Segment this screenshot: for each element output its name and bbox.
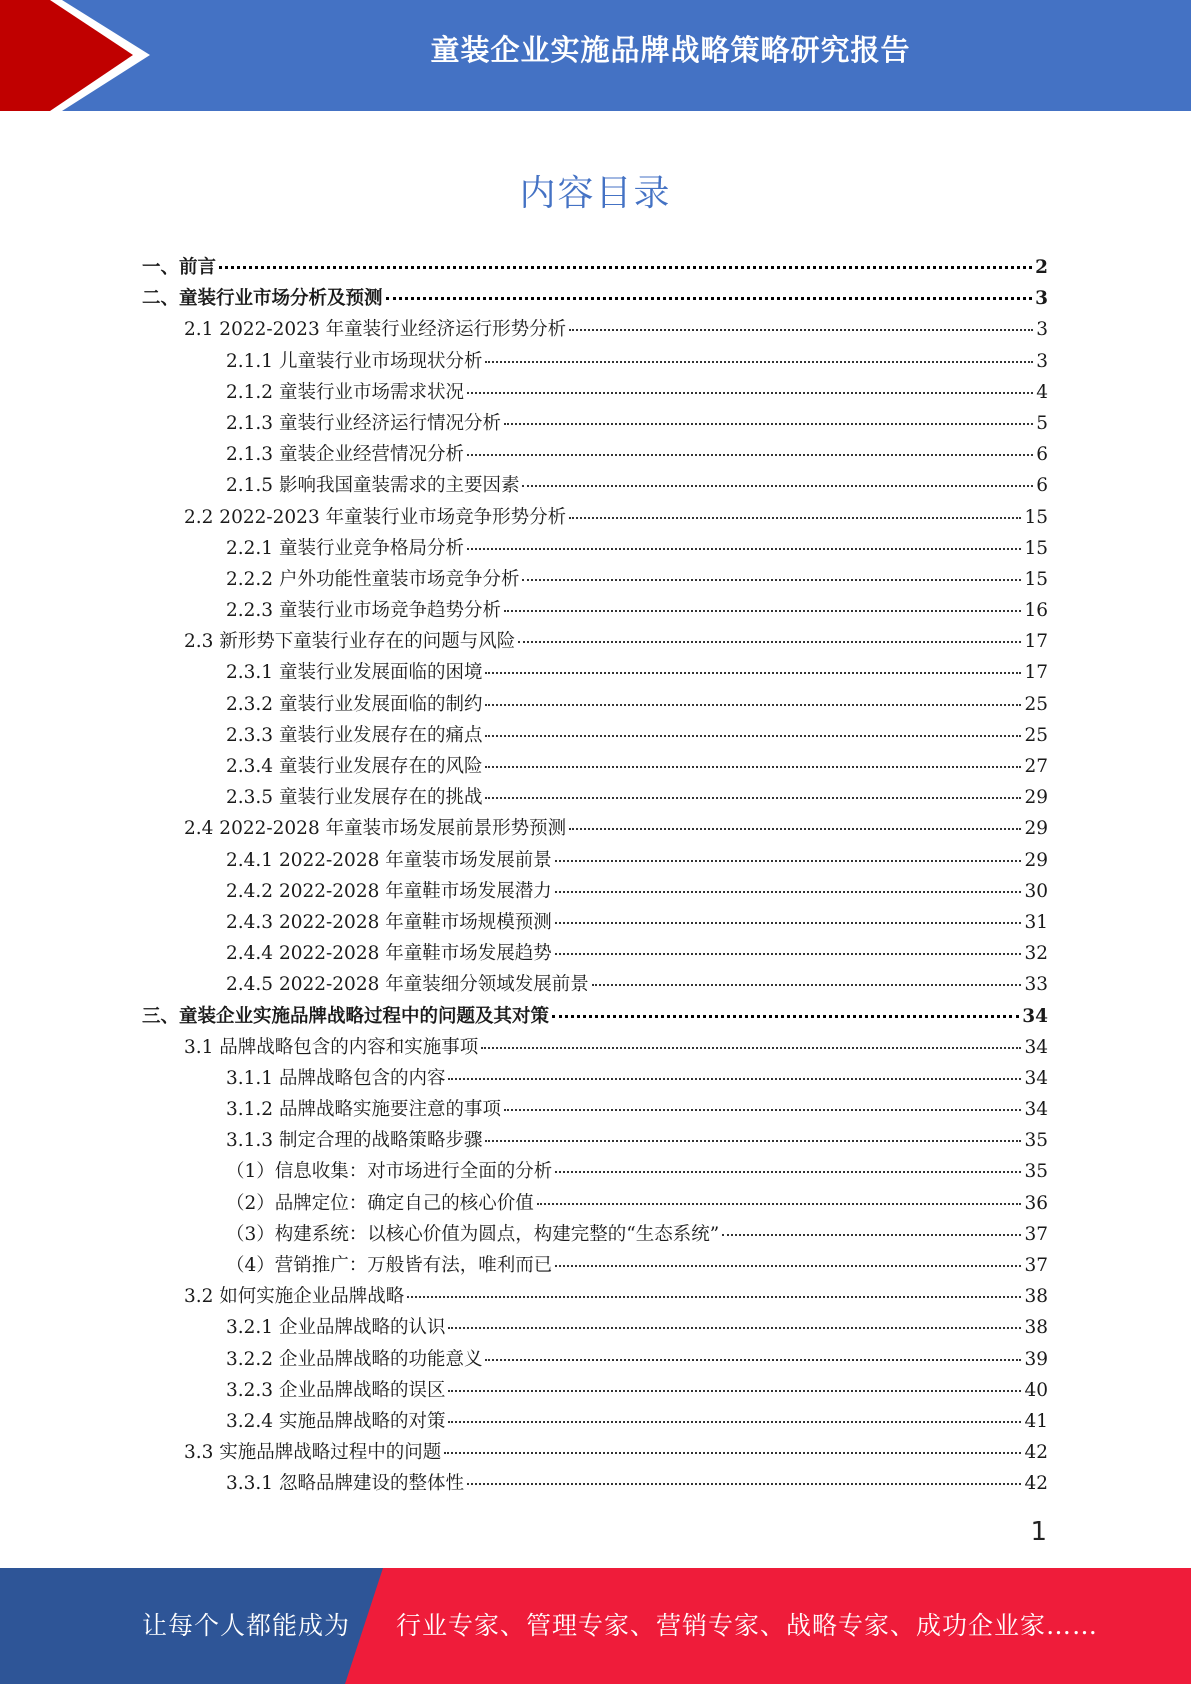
toc-entry-page: 3 [1036,350,1048,372]
toc-entry[interactable] [142,1438,1048,1469]
toc-dot-leader [569,329,1033,331]
toc-list [142,253,1048,1501]
toc-entry[interactable] [142,565,1048,596]
toc-entry-title: 一、前言 [142,257,217,278]
toc-dot-leader [481,1047,1021,1049]
toc-entry-title: 3.1.3 制定合理的战略策略步骤 [226,1130,483,1152]
toc-dot-leader [518,641,1021,643]
toc-entry-title: 2.4.4 2022-2028 年童鞋市场发展趋势 [226,943,552,965]
toc-dot-leader [386,297,1033,300]
toc-dot-leader [444,1452,1021,1454]
toc-entry-title: 3.3 实施品牌战略过程中的问题 [184,1442,442,1464]
toc-entry[interactable] [142,315,1048,346]
toc-entry-page: 15 [1024,568,1048,590]
toc-entry[interactable] [142,1345,1048,1376]
toc-entry[interactable] [142,1469,1048,1500]
toc-entry-page: 34 [1024,1067,1048,1089]
toc-entry-title: 3.1.2 品牌战略实施要注意的事项 [226,1099,501,1121]
toc-dot-leader [592,984,1022,986]
toc-entry-page: 32 [1024,943,1048,965]
toc-entry[interactable] [142,1064,1048,1095]
toc-entry-title: 3.1.1 品牌战略包含的内容 [226,1067,446,1089]
toc-entry[interactable] [142,690,1048,721]
toc-entry[interactable] [142,1282,1048,1313]
toc-entry-page: 6 [1036,444,1048,466]
toc-entry[interactable] [142,596,1048,627]
toc-entry-title: 3.1 品牌战略包含的内容和实施事项 [184,1036,479,1058]
toc-entry[interactable] [142,1002,1048,1033]
toc-entry-page: 4 [1036,381,1048,403]
toc-entry-title: （3）构建系统：以核心价值为圆点，构建完整的“生态系统” [226,1223,720,1245]
toc-entry[interactable] [142,783,1048,814]
toc-entry[interactable] [142,1407,1048,1438]
toc-entry-page: 41 [1024,1410,1048,1432]
toc-dot-leader [504,423,1033,425]
toc-entry[interactable] [142,1220,1048,1251]
toc-entry-page: 17 [1024,631,1048,653]
toc-entry-page: 15 [1024,506,1048,528]
toc-dot-leader [504,1109,1021,1111]
toc-entry[interactable] [142,627,1048,658]
toc-entry-title: 2.2 2022-2023 年童装行业市场竞争形势分析 [184,506,567,528]
toc-dot-leader [485,797,1021,799]
toc-entry[interactable] [142,253,1048,284]
toc-entry[interactable] [142,1313,1048,1344]
toc-dot-leader [504,610,1021,612]
toc-entry-page: 27 [1024,756,1048,777]
toc-dot-leader [448,1390,1021,1392]
toc-dot-leader [522,579,1021,581]
toc-entry-page: 3 [1035,288,1048,310]
toc-entry-page: 15 [1024,537,1048,559]
toc-dot-leader [467,392,1033,394]
toc-dot-leader [569,517,1021,519]
toc-entry[interactable] [142,440,1048,471]
toc-entry-title: 3.2.4 实施品牌战略的对策 [226,1410,446,1432]
toc-entry-page: 16 [1024,600,1048,622]
toc-entry-title: 3.3.1 忽略品牌建设的整体性 [226,1473,464,1495]
toc-dot-leader [485,672,1021,674]
toc-entry-page: 25 [1024,693,1048,715]
toc-dot-leader [467,548,1021,550]
toc-entry-title: 2.3.1 童装行业发展面临的困境 [226,662,483,684]
toc-entry[interactable] [142,1376,1048,1407]
toc-entry-title: 二、童装行业市场分析及预测 [142,288,383,310]
toc-entry-title: （1）信息收集：对市场进行全面的分析 [226,1161,553,1183]
toc-entry-title: 2.4.1 2022-2028 年童装市场发展前景 [226,849,552,871]
toc-dot-leader [555,1265,1021,1267]
toc-dot-leader [485,1140,1021,1142]
toc-dot-leader [485,361,1033,363]
toc-entry[interactable] [142,939,1048,970]
toc-entry-title: 2.3.4 童装行业发展存在的风险 [226,756,483,777]
toc-dot-leader [555,860,1022,862]
footer-banner [0,1568,1191,1684]
toc-entry-page: 5 [1036,412,1048,434]
toc-entry-page: 37 [1024,1255,1048,1276]
toc-entry-title: 2.4 2022-2028 年童装市场发展前景形势预测 [184,818,567,840]
toc-entry-page: 37 [1024,1223,1048,1245]
toc-entry[interactable] [142,1189,1048,1220]
toc-entry-page: 31 [1024,911,1048,933]
report-title: 童装企业实施品牌战略策略研究报告 [430,33,911,67]
toc-entry[interactable] [142,846,1048,877]
toc-entry-title: 2.3.5 童装行业发展存在的挑战 [226,787,483,809]
toc-entry-page: 17 [1024,662,1048,684]
toc-entry[interactable] [142,908,1048,939]
page-number: 1 [1030,1517,1047,1547]
toc-entry[interactable] [142,658,1048,689]
toc-entry-page: 29 [1024,787,1048,809]
toc-entry[interactable] [142,471,1048,502]
toc-entry[interactable] [142,378,1048,409]
toc-dot-leader [448,1078,1021,1080]
footer-slogan-left: 让每个人都能成为 [142,1611,351,1640]
toc-heading: 内容目录 [519,173,672,214]
toc-entry[interactable] [142,877,1048,908]
toc-entry-title: 3.2.3 企业品牌战略的误区 [226,1379,446,1401]
toc-entry[interactable] [142,534,1048,565]
toc-dot-leader [485,735,1021,737]
toc-entry-page: 42 [1024,1442,1048,1464]
toc-entry[interactable] [142,284,1048,315]
toc-dot-leader [569,828,1021,830]
toc-entry[interactable] [142,347,1048,378]
toc-entry[interactable] [142,503,1048,534]
toc-entry-title: 2.1 2022-2023 年童装行业经济运行形势分析 [184,319,567,341]
toc-entry-title: 2.2.1 童装行业竞争格局分析 [226,537,464,559]
toc-entry-page: 35 [1024,1161,1048,1183]
toc-entry-page: 29 [1024,849,1048,871]
toc-entry-title: 2.4.3 2022-2028 年童鞋市场规模预测 [226,911,552,933]
toc-entry-title: 3.2 如何实施企业品牌战略 [184,1286,405,1308]
toc-entry[interactable] [142,1126,1048,1157]
toc-entry-title: 2.3.2 童装行业发展面临的制约 [226,693,483,715]
header-banner [0,0,1191,111]
toc-entry-page: 3 [1036,319,1048,341]
toc-entry[interactable] [142,1095,1048,1126]
toc-entry-title: 2.3 新形势下童装行业存在的问题与风险 [184,631,516,653]
toc-dot-leader [448,1327,1021,1329]
toc-entry-page: 2 [1035,257,1048,278]
toc-dot-leader [522,485,1033,487]
toc-entry-title: 2.2.2 户外功能性童装市场竞争分析 [226,568,520,590]
toc-entry-page: 39 [1024,1348,1048,1370]
toc-dot-leader [552,1015,1019,1018]
toc-dot-leader [537,1203,1022,1205]
toc-dot-leader [485,766,1021,768]
toc-entry-title: （4）营销推广：万般皆有法，唯利而已 [226,1255,553,1276]
toc-dot-leader [722,1234,1021,1236]
toc-entry-title: （2）品牌定位：确定自己的核心价值 [226,1192,534,1214]
toc-entry[interactable] [142,752,1048,783]
toc-dot-leader [555,891,1022,893]
toc-dot-leader [219,266,1032,269]
toc-entry[interactable] [142,970,1048,1001]
toc-dot-leader [467,1483,1021,1485]
toc-entry-page: 42 [1024,1473,1048,1495]
toc-dot-leader [467,454,1033,456]
toc-entry-page: 25 [1024,724,1048,746]
chevron-arrow-icon [0,0,160,111]
toc-dot-leader [407,1296,1021,1298]
toc-dot-leader [555,1171,1021,1173]
toc-entry-page: 30 [1024,880,1048,902]
toc-entry-page: 6 [1036,475,1048,497]
toc-entry-title: 2.1.1 儿童装行业市场现状分析 [226,350,483,372]
toc-entry[interactable] [142,814,1048,845]
toc-entry-title: 2.4.5 2022-2028 年童装细分领域发展前景 [226,974,589,996]
toc-entry-page: 40 [1024,1379,1048,1401]
toc-entry[interactable] [142,721,1048,752]
footer-slogan-right: 行业专家、管理专家、营销专家、战略专家、成功企业家…… [396,1611,1099,1640]
toc-entry-page: 34 [1024,1099,1048,1121]
toc-entry-title: 三、童装企业实施品牌战略过程中的问题及其对策 [142,1005,550,1027]
toc-entry[interactable] [142,1251,1048,1282]
toc-dot-leader [555,953,1022,955]
toc-entry-title: 2.1.3 童装行业经济运行情况分析 [226,412,501,434]
toc-dot-leader [485,704,1021,706]
toc-entry[interactable] [142,1157,1048,1188]
toc-entry-title: 2.1.2 童装行业市场需求状况 [226,381,464,403]
toc-entry[interactable] [142,1033,1048,1064]
toc-dot-leader [555,922,1022,924]
toc-entry-page: 34 [1022,1005,1048,1027]
toc-entry-title: 2.3.3 童装行业发展存在的痛点 [226,724,483,746]
toc-entry-page: 38 [1024,1286,1048,1308]
toc-entry-page: 34 [1024,1036,1048,1058]
toc-entry-title: 2.2.3 童装行业市场竞争趋势分析 [226,600,501,622]
toc-dot-leader [485,1359,1021,1361]
toc-entry-page: 38 [1024,1317,1048,1339]
toc-entry[interactable] [142,409,1048,440]
toc-entry-title: 2.4.2 2022-2028 年童鞋市场发展潜力 [226,880,552,902]
toc-entry-title: 3.2.1 企业品牌战略的认识 [226,1317,446,1339]
toc-entry-title: 2.1.5 影响我国童装需求的主要因素 [226,475,520,497]
toc-entry-page: 29 [1024,818,1048,840]
toc-dot-leader [448,1421,1021,1423]
toc-entry-title: 2.1.3 童装企业经营情况分析 [226,444,464,466]
toc-entry-title: 3.2.2 企业品牌战略的功能意义 [226,1348,483,1370]
toc-entry-page: 33 [1024,974,1048,996]
toc-entry-page: 36 [1024,1192,1048,1214]
toc-entry-page: 35 [1024,1130,1048,1152]
